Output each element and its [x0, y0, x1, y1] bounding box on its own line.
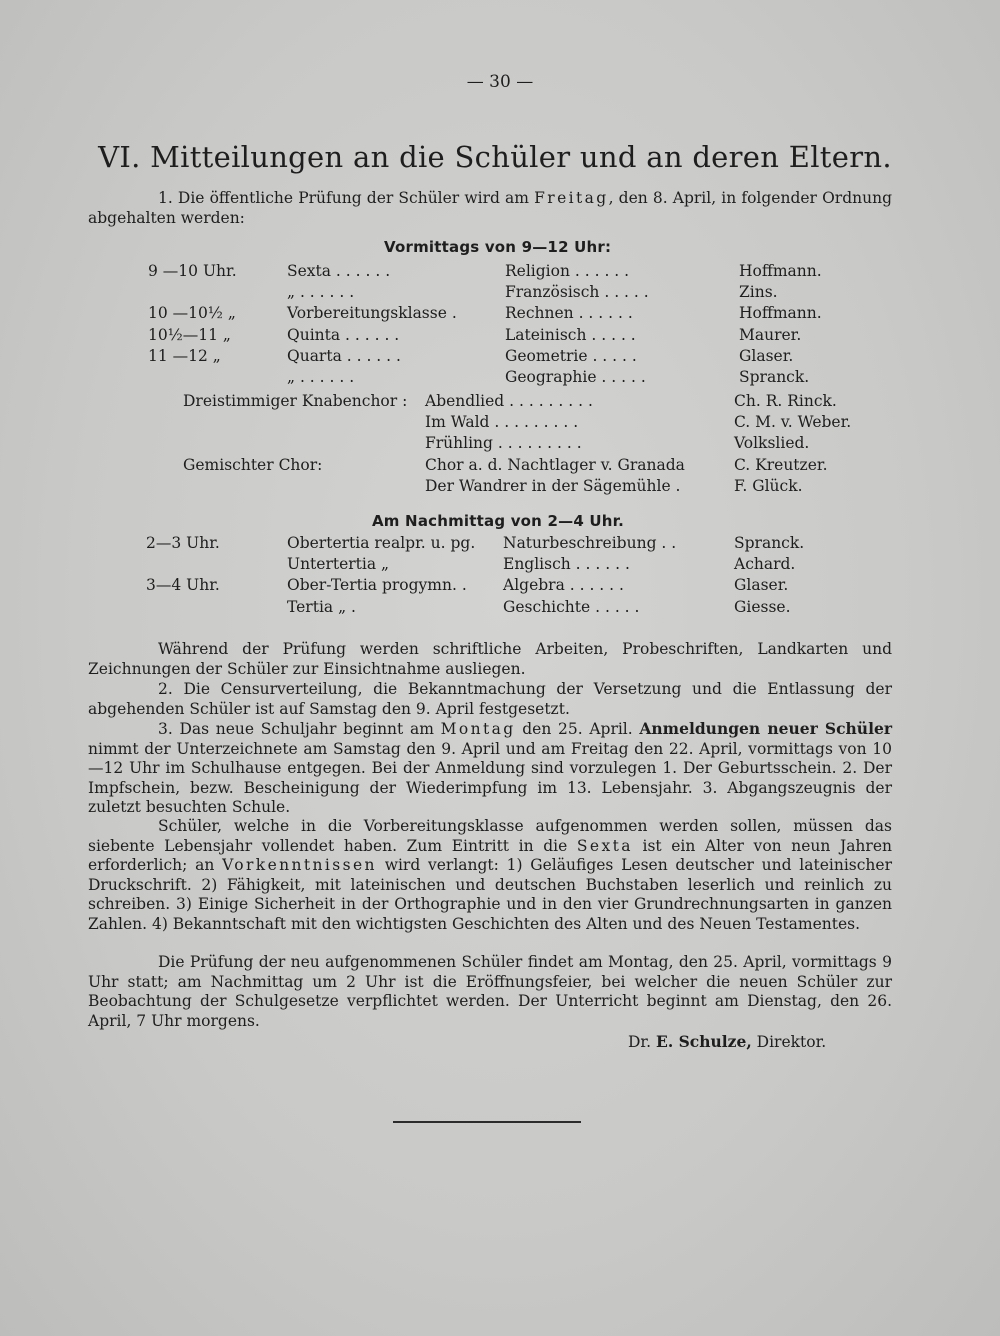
- morning-class: „ . . . . . .: [287, 368, 355, 386]
- p3-weekday: Montag: [440, 720, 516, 738]
- choir-composer: C. Kreutzer.: [734, 455, 828, 474]
- paragraph-2: 2. Die Censurverteilung, die Bekanntmachung der Versetzung und die Entlassung der abgehenden Schüler ist auf Samstag den 9. April festgesetzt.: [88, 680, 892, 718]
- exam-paragraph: Während der Prüfung werden schriftliche Arbeiten, Probeschriften, Landkarten und Zeichnungen der Schüler zur Einsichtnahme ausliegen.: [88, 640, 892, 678]
- morning-subject: Französisch . . . . .: [505, 283, 649, 302]
- p3-bold: Anmeldungen neuer Schüler: [639, 719, 892, 738]
- afternoon-subject: Naturbeschreibung . .: [503, 534, 677, 552]
- afternoon-subject: Englisch . . . . . .: [503, 555, 630, 574]
- morning-time: 11 —12 „: [148, 346, 221, 365]
- signature-prefix: Dr.: [628, 1033, 656, 1051]
- p4-text-c: wird verlangt: 1) Geläufiges Lesen deutscher und lateinischer Druckschrift. 2) Fähigkeit, mit lateinischen und deutschen Buchstaben leserlich und reinlich zu schreiben. 3) Einige Sicherheit in der Orthographie und in den vier Grundrechnungsarten in ganzen Zahlen. 4) Bekanntschaft mit den wichtigsten Geschichten des Alten und des Neuen Testamentes.: [88, 856, 892, 933]
- morning-class: Quarta . . . . . .: [287, 346, 401, 365]
- morning-time: 9 —10 Uhr.: [148, 262, 237, 280]
- signature: [628, 1032, 826, 1051]
- morning-class: „ . . . . . .: [287, 283, 355, 302]
- choir-composer: Volkslied.: [734, 434, 810, 453]
- afternoon-teacher: Glaser.: [734, 576, 789, 595]
- intro-text-a: 1. Die öffentliche Prüfung der Schüler wird am: [158, 189, 535, 207]
- morning-subject: Rechnen . . . . . .: [505, 304, 633, 323]
- choir-song: Chor a. d. Nachtlager v. Granada: [425, 455, 685, 474]
- choir-composer: C. M. v. Weber.: [734, 413, 852, 432]
- choir-composer: F. Glück.: [734, 476, 803, 495]
- morning-subject: Religion . . . . . .: [505, 262, 630, 280]
- morning-time: 10½—11 „: [148, 325, 231, 344]
- afternoon-class: Obertertia realpr. u. pg.: [287, 534, 476, 552]
- afternoon-class: Ober-Tertia progymn. .: [287, 576, 467, 595]
- choir-group: Dreistimmiger Knabenchor :: [183, 392, 408, 410]
- afternoon-time: 2—3 Uhr.: [146, 534, 220, 552]
- p3-text-c: nimmt der Unterzeichnete am Samstag den 9. April und am Freitag den 22. April, vormittags von 10—12 Uhr im Schulhause entgegen. Bei der Anmeldung sind vorzulegen 1. Der Geburtsschein. 2. Der Impfschein, bezw. Bescheinigung der Wiederimpfung im 13. Lebensjahr. 3. Abgangszeugnis der zuletzt besuchten Schule.: [88, 739, 892, 817]
- afternoon-teacher: Giesse.: [734, 597, 791, 616]
- page-number: — 30 —: [466, 72, 534, 92]
- morning-class: Sexta . . . . . .: [287, 262, 391, 280]
- choir-composer: Ch. R. Rinck.: [734, 392, 837, 410]
- afternoon-class: Untertertia „: [287, 555, 390, 574]
- morning-teacher: Hoffmann.: [739, 304, 822, 323]
- morning-heading: Vormittags von 9—12 Uhr:: [384, 238, 612, 256]
- signature-name: E. Schulze,: [656, 1032, 752, 1051]
- p3-text-b: den 25. April.: [515, 720, 640, 738]
- choir-group: Gemischter Chor:: [183, 455, 323, 474]
- p4-sexta: Sexta: [576, 836, 633, 855]
- section-heading: VI. Mitteilungen an die Schüler und an deren Eltern.: [98, 140, 892, 174]
- afternoon-teacher: Achard.: [734, 555, 796, 574]
- p4-vorkenntnisse: Vorkenntnissen: [222, 856, 377, 875]
- paragraph-3: [88, 719, 892, 818]
- closing-rule: [393, 1121, 581, 1123]
- choir-song: Abendlied . . . . . . . . .: [425, 392, 593, 410]
- morning-teacher: Maurer.: [739, 325, 802, 344]
- morning-subject: Lateinisch . . . . .: [505, 325, 636, 344]
- morning-teacher: Spranck.: [739, 368, 810, 386]
- afternoon-time: 3—4 Uhr.: [146, 576, 220, 595]
- choir-song: Im Wald . . . . . . . . .: [425, 413, 579, 432]
- paragraph-4: [88, 817, 892, 935]
- intro-text-b: , den 8. April, in folgender Ordnung abgehalten werden:: [88, 189, 892, 227]
- morning-class: Quinta . . . . . .: [287, 325, 400, 344]
- intro-weekday: Freitag: [534, 189, 609, 207]
- morning-teacher: Zins.: [739, 283, 778, 302]
- intro-paragraph: [88, 189, 892, 228]
- p3-text-a: 3. Das neue Schuljahr beginnt am: [158, 720, 441, 738]
- morning-time: 10 —10½ „: [148, 304, 236, 323]
- paragraph-5: Die Prüfung der neu aufgenommenen Schüler findet am Montag, den 25. April, vormittags 9 Uhr statt; am Nachmittag um 2 Uhr ist die Eröffnungsfeier, bei welcher die neuen Schüler zur Beobachtung der Schulgesetze verpflichtet werden. Der Unterricht beginnt am Dienstag, den 26. April, 7 Uhr morgens.: [88, 953, 892, 1030]
- p4-text-a: Schüler, welche in die Vorbereitungsklasse aufgenommen werden sollen, müssen das siebente Lebensjahr vollendet haben. Zum Eintritt in die: [88, 817, 892, 855]
- signature-title: Direktor.: [751, 1033, 827, 1051]
- morning-teacher: Glaser.: [739, 346, 794, 365]
- afternoon-heading: Am Nachmittag von 2—4 Uhr.: [372, 512, 624, 530]
- afternoon-subject: Algebra . . . . . .: [503, 576, 624, 595]
- p4-text-b: ist ein Alter von neun Jahren erforderlich; an: [88, 836, 892, 875]
- afternoon-class: Tertia „ .: [287, 597, 356, 616]
- afternoon-teacher: Spranck.: [734, 534, 805, 552]
- morning-class: Vorbereitungsklasse .: [287, 304, 457, 323]
- morning-subject: Geographie . . . . .: [505, 368, 646, 386]
- morning-teacher: Hoffmann.: [739, 262, 822, 280]
- choir-song: Frühling . . . . . . . . .: [425, 434, 582, 453]
- afternoon-subject: Geschichte . . . . .: [503, 597, 640, 616]
- choir-song: Der Wandrer in der Sägemühle .: [425, 476, 681, 495]
- morning-subject: Geometrie . . . . .: [505, 346, 637, 365]
